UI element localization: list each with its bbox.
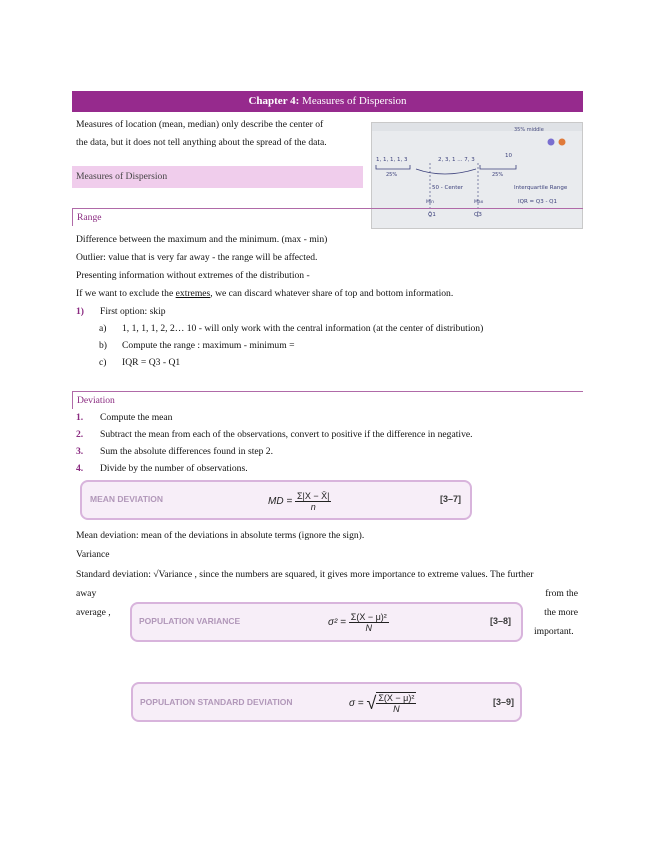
- md-lhs: MD =: [268, 495, 293, 507]
- psd-numerator: Σ(X − μ)²: [378, 693, 415, 703]
- average-right: the more: [544, 607, 578, 618]
- subitem-a-letter: a): [99, 323, 107, 334]
- mean-deviation-text: Mean deviation: mean of the deviations in absolute terms (ignore the sign).: [76, 530, 365, 541]
- subitem-b-text: Compute the range : maximum - minimum =: [122, 340, 295, 351]
- population-variance-label: POPULATION VARIANCE: [139, 616, 241, 626]
- population-sd-formula-box: [131, 682, 522, 722]
- variance-word: Variance: [76, 549, 110, 560]
- wb-top-note: 35% middle: [514, 127, 544, 133]
- wb-pct-right: 25%: [492, 172, 504, 178]
- pv-numerator: Σ(X − μ)²: [350, 611, 387, 622]
- option-text: First option: skip: [100, 306, 166, 317]
- md-fraction: [295, 491, 332, 512]
- mean-deviation-formula-box: [80, 480, 472, 520]
- wb-right-value: 10: [505, 153, 512, 159]
- range-line-2: Outlier: value that is very far away - the range will be affected.: [76, 252, 318, 263]
- step-2-text: Subtract the mean from each of the observations, convert to positive if the difference in negative.: [100, 429, 473, 440]
- population-sd-tag: [3–9]: [493, 697, 515, 707]
- pv-denominator: N: [365, 622, 373, 633]
- population-sd-equation: [349, 687, 416, 719]
- wb-q3: Q3: [474, 212, 482, 218]
- subitem-a-text: 1, 1, 1, 1, 2, 2… 10 - will only work with the central information (at the center of distribution): [122, 323, 484, 334]
- md-denominator: n: [310, 501, 316, 512]
- wb-mid-values: 2, 3, 1 ... 7, 3: [438, 157, 475, 163]
- psd-denominator: N: [393, 704, 400, 714]
- step-4-num: 4.: [76, 463, 84, 474]
- extremes-link[interactable]: extremes: [175, 288, 211, 299]
- subitem-c-letter: c): [99, 357, 107, 368]
- step-1-text: Compute the mean: [100, 412, 173, 423]
- section-deviation-heading: Deviation: [72, 391, 583, 409]
- away-left: away: [76, 588, 97, 599]
- psd-fraction: [376, 692, 416, 714]
- pv-fraction: [349, 612, 389, 633]
- step-2-num: 2.: [76, 429, 84, 440]
- range-line-4: [76, 288, 453, 300]
- important-word: important.: [534, 626, 574, 637]
- subitem-b-letter: b): [99, 340, 107, 351]
- range-line-3: Presenting information without extremes of the distribution -: [76, 270, 310, 281]
- chapter-number: Chapter 4:: [248, 95, 300, 107]
- wb-pct-left: 25%: [386, 172, 398, 178]
- step-3-num: 3.: [76, 446, 84, 457]
- wb-q1: Q1: [428, 212, 436, 218]
- subitem-c-text: IQR = Q3 - Q1: [122, 357, 181, 368]
- chapter-name: Measures of Dispersion: [299, 95, 407, 107]
- sqrt-sign: √: [366, 693, 377, 713]
- chapter-title: [72, 91, 583, 112]
- intro-line-2: the data, but it does not tell anything about the spread of the data.: [76, 137, 327, 148]
- range-line-4-pre: If we want to exclude the: [76, 288, 176, 299]
- mean-deviation-label: MEAN DEVIATION: [90, 494, 164, 504]
- range-line-1: Difference between the maximum and the minimum. (max - min): [76, 234, 328, 245]
- mean-deviation-tag: [3–7]: [440, 494, 462, 504]
- wb-min: Min: [426, 200, 434, 205]
- section-range-heading: Range: [72, 208, 583, 226]
- step-1-num: 1.: [76, 412, 84, 423]
- wb-max: Max: [474, 200, 484, 205]
- average-left: average ,: [76, 607, 111, 618]
- population-variance-equation: [328, 607, 389, 637]
- pv-lhs: σ² =: [328, 616, 346, 628]
- section-measures-of-dispersion: Measures of Dispersion: [72, 166, 363, 188]
- population-variance-formula-box: [130, 602, 523, 642]
- wb-iqr-label: Interquartile Range: [514, 185, 568, 191]
- md-numerator: Σ|X − X̄|: [296, 490, 330, 501]
- population-sd-label: POPULATION STANDARD DEVIATION: [140, 697, 293, 707]
- wb-left-values: 1, 1, 1, 1, 3: [376, 157, 408, 163]
- range-line-4-post: , we can discard whatever share of top and bottom information.: [210, 288, 454, 299]
- psd-lhs: σ =: [349, 697, 364, 709]
- wb-center-label: 50 - Center: [432, 185, 463, 191]
- away-right: from the: [545, 588, 578, 599]
- option-number: 1): [76, 306, 84, 317]
- mean-deviation-equation: [268, 486, 331, 516]
- sd-line: Standard deviation: √Variance , since the numbers are squared, it gives more importance to extreme values. The further: [76, 569, 534, 580]
- step-3-text: Sum the absolute differences found in step 2.: [100, 446, 274, 457]
- wb-iqr-formula: IQR = Q3 - Q1: [518, 199, 558, 205]
- population-variance-tag: [3–8]: [490, 616, 512, 626]
- intro-line-1: Measures of location (mean, median) only describe the center of: [76, 119, 324, 130]
- step-4-text: Divide by the number of observations.: [100, 463, 248, 474]
